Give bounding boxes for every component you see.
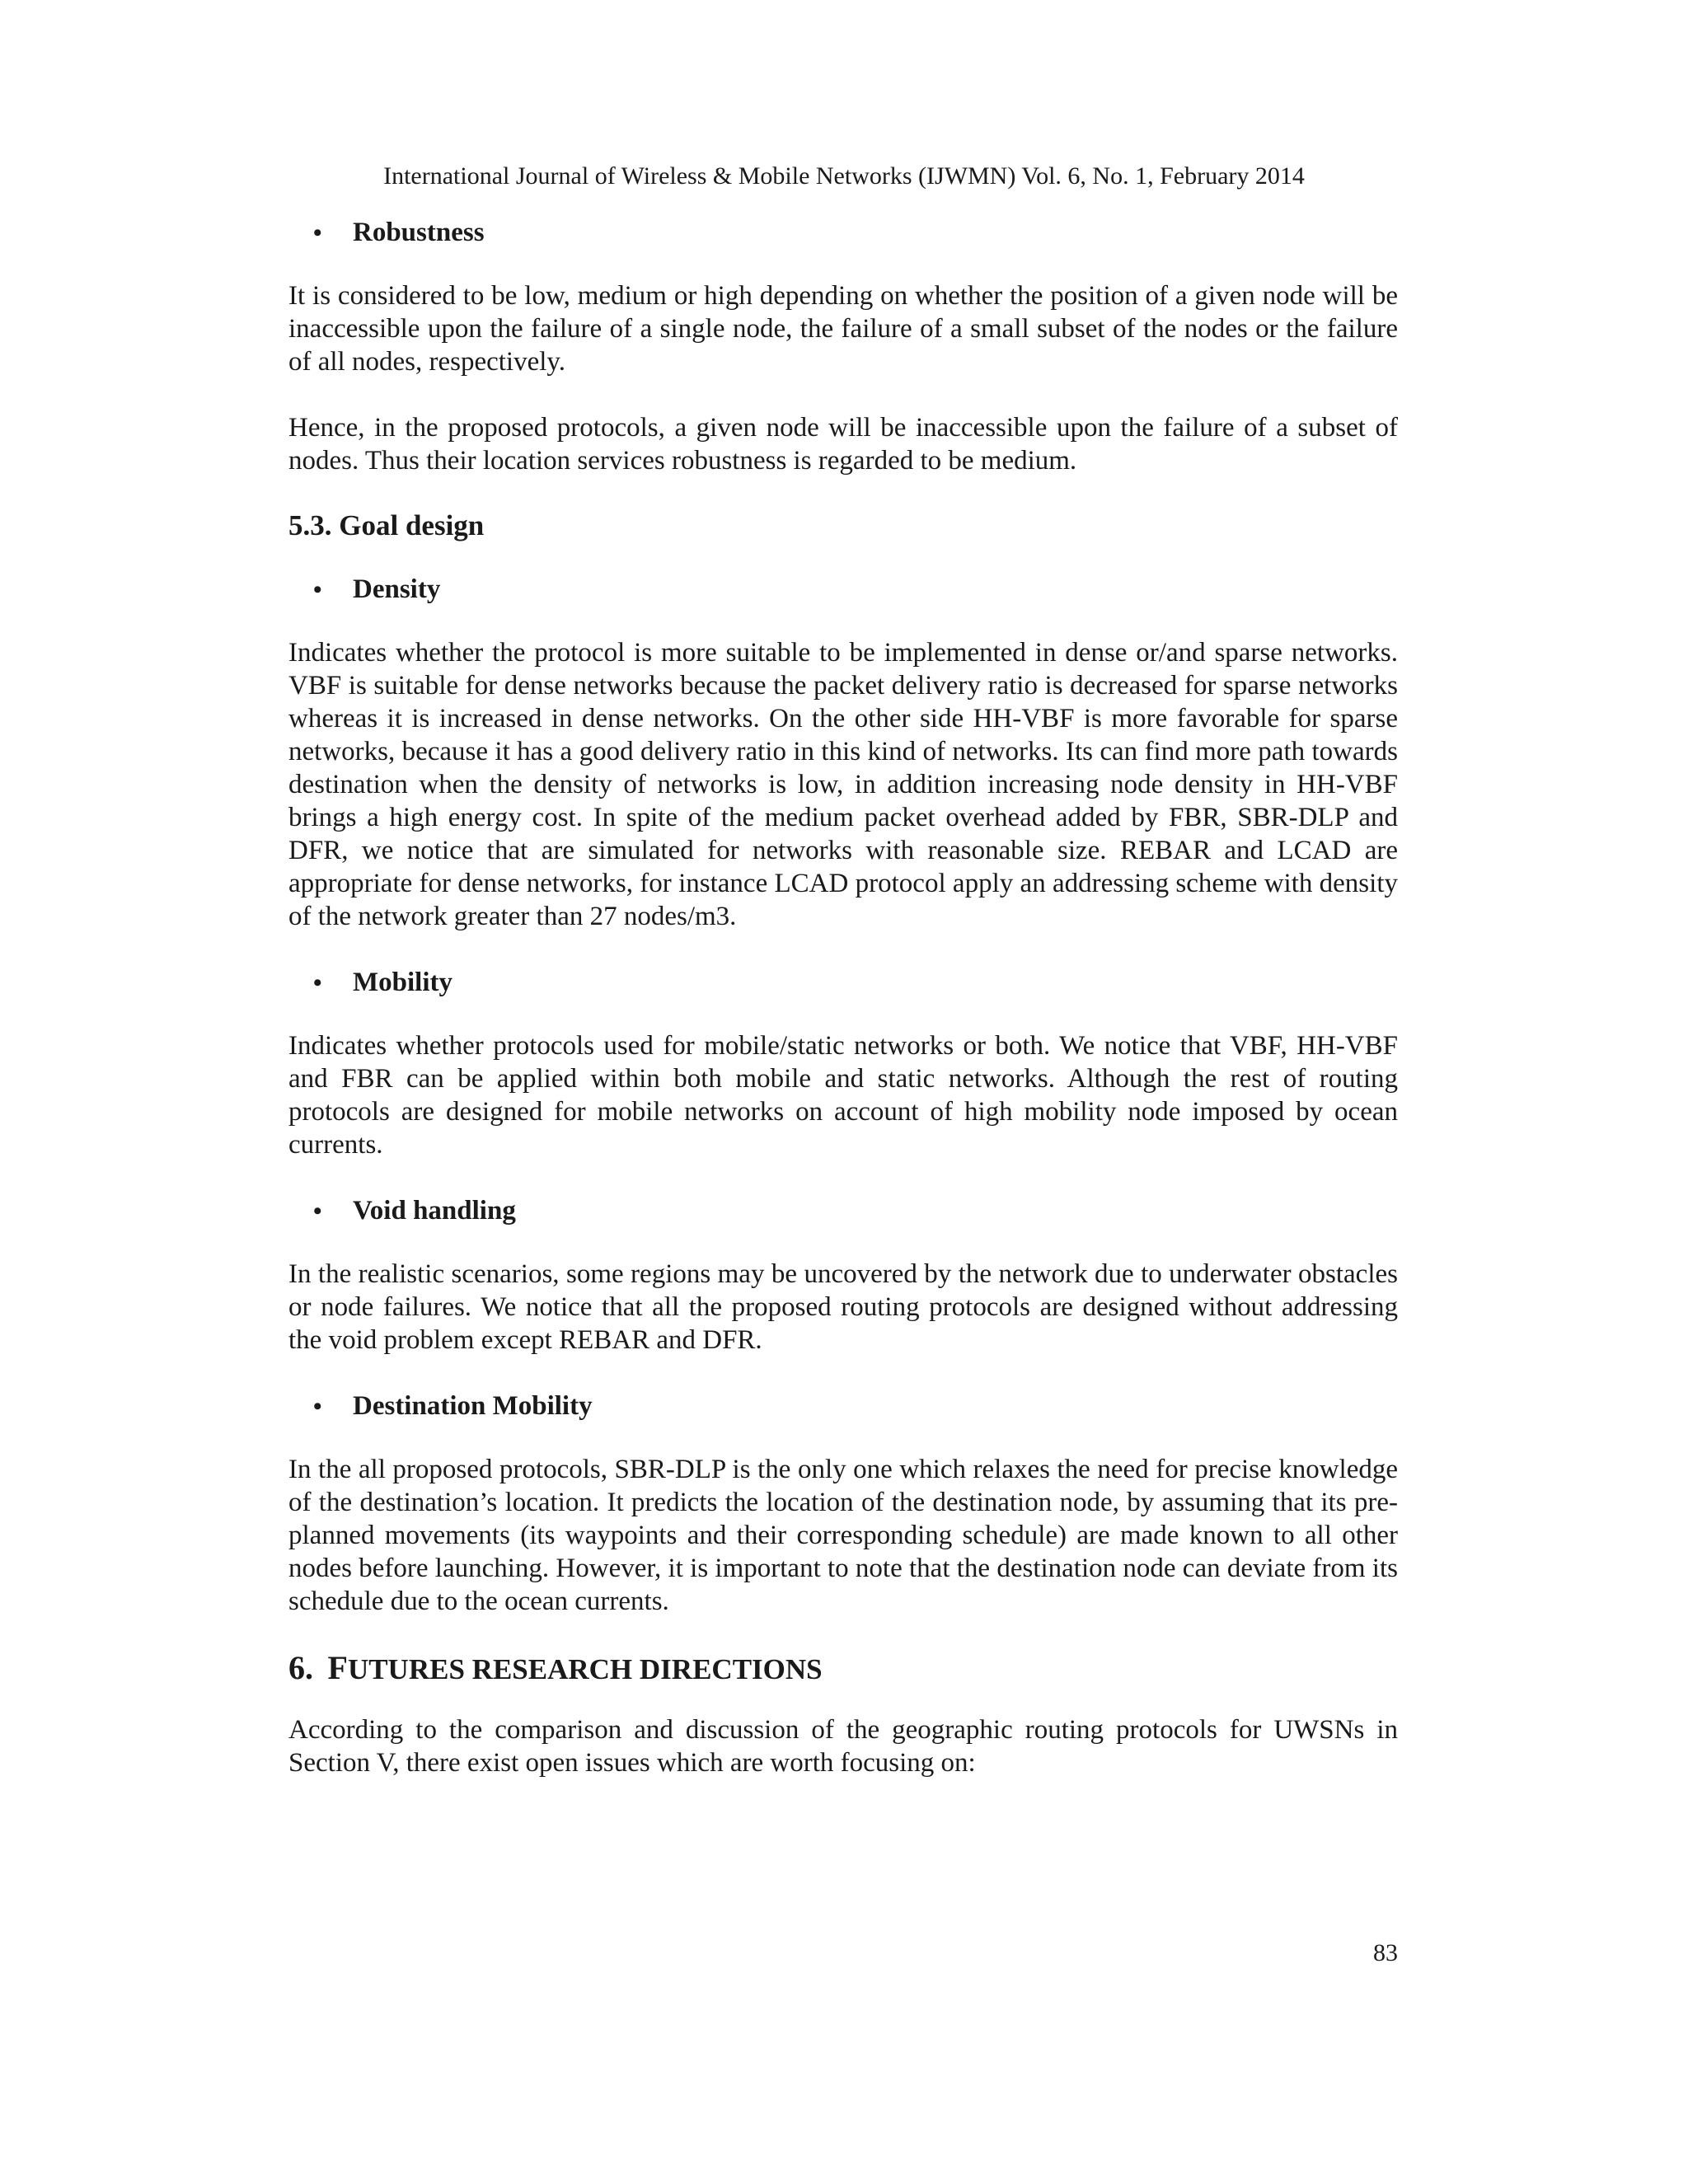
bullet-heading-destination-mobility [313,1390,1398,1423]
section-title-rest: UTURES RESEARCH DIRECTIONS [347,1653,823,1685]
paragraph-section-6: According to the comparison and discussion of the geographic routing protocols for UWSNs in Section V, there exist open issues which are worth focusing on: [288,1715,1398,1778]
bullet-icon: • [313,576,322,603]
bullet-heading-label: Mobility [353,968,452,997]
page-content [288,216,1398,1779]
bullet-heading-label: Robustness [353,218,485,247]
bullet-heading-label: Density [353,574,441,604]
bullet-heading-robustness [313,216,1398,250]
section-heading-6 [288,1651,1398,1687]
bullet-icon: • [313,219,322,246]
bullet-heading-label: Destination Mobility [353,1391,593,1421]
bullet-icon: • [313,1197,322,1225]
bullet-heading-density [313,573,1398,607]
paragraph-destination-mobility: In the all proposed protocols, SBR-DLP is the only one which relaxes the need for precise knowledge of the destination’s location. It predicts the location of the destination node, by assuming that its pre-planned movements (its waypoints and their corresponding schedule) are made known to all other nodes before launching. However, it is important to note that the destination node can deviate from its schedule due to the ocean currents. [288,1455,1398,1616]
paragraph-robustness-2: Hence, in the proposed protocols, a given node will be inaccessible upon the failure of a subset of nodes. Thus their location services robustness is regarded to be medium. [288,413,1398,476]
bullet-heading-mobility [313,966,1398,1000]
running-header: International Journal of Wireless & Mobile Networks (IJWMN) Vol. 6, No. 1, February 2014 [383,162,1305,190]
section-title-initial: F [327,1649,348,1686]
bullet-icon: • [313,1393,322,1420]
section-number: 6. [288,1649,313,1686]
bullet-heading-void-handling [313,1194,1398,1228]
section-heading-5-3: 5.3. Goal design [288,509,485,541]
bullet-heading-label: Void handling [353,1196,516,1226]
bullet-icon: • [313,969,322,996]
paragraph-robustness-1: It is considered to be low, medium or high depending on whether the position of a given node will be inaccessible upon the failure of a single node, the failure of a small subset of the nodes or the failure of all nodes, respectively. [288,281,1398,377]
paragraph-mobility: Indicates whether protocols used for mobile/static networks or both. We notice that VBF, HH-VBF and FBR can be applied within both mobile and static networks. Although the rest of routing protocols are designed for mobile networks on account of high mobility node imposed by ocean currents. [288,1031,1398,1160]
paragraph-void-handling: In the realistic scenarios, some regions may be uncovered by the network due to underwater obstacles or node failures. We notice that all the proposed routing protocols are designed without addressing the void problem except REBAR and DFR. [288,1259,1398,1355]
paragraph-density: Indicates whether the protocol is more suitable to be implemented in dense or/and sparse networks. VBF is suitable for dense networks because the packet delivery ratio is decreased for sparse networks whereas it is increased in dense networks. On the other side HH-VBF is more favorable for sparse networks, because it has a good delivery ratio in this kind of networks. Its can find more path towards destination when the density of networks is low, in addition increasing node density in HH-VBF brings a high energy cost. In spite of the medium packet overhead added by FBR, SBR-DLP and DFR, we notice that are simulated for networks with reasonable size. REBAR and LCAD are appropriate for dense networks, for instance LCAD protocol apply an addressing scheme with density of the network greater than 27 nodes/m3. [288,638,1398,931]
page-number: 83 [1373,1939,1398,1966]
